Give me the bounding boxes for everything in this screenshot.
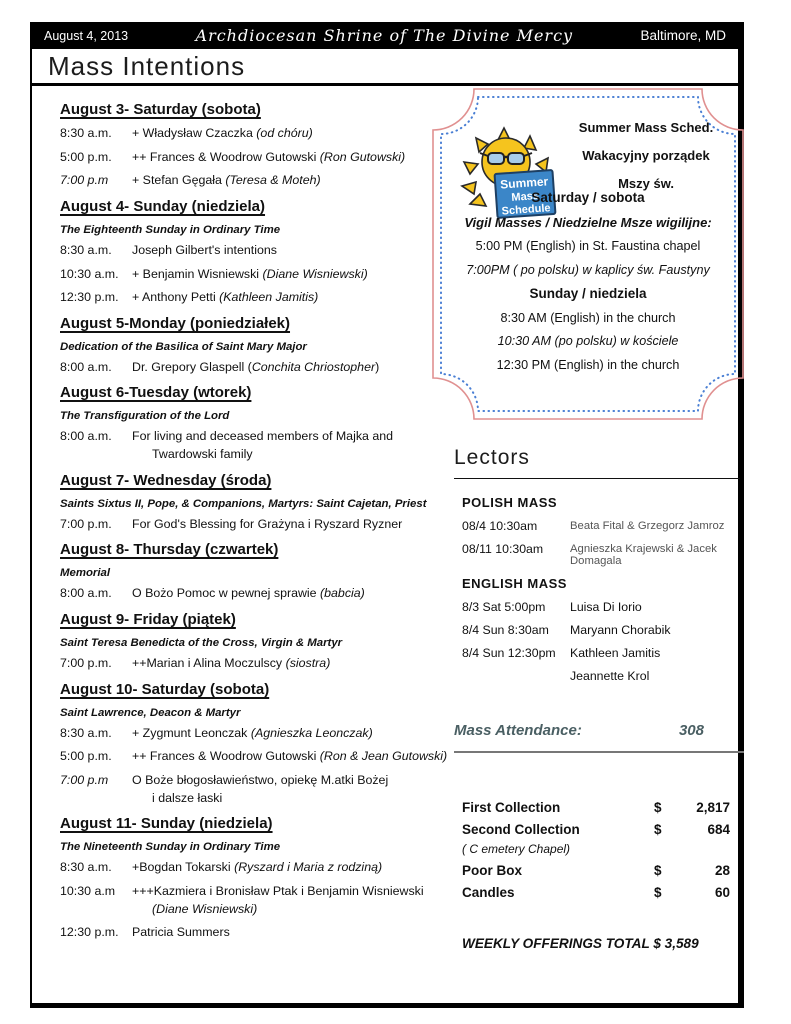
- mass-intention-entry: [60, 587, 448, 601]
- mass-intention-entry: [60, 861, 448, 875]
- entry-time: 7:00 p.m: [60, 772, 109, 787]
- lector-row: [462, 519, 740, 533]
- entry-continuation: (Diane Wisniewski): [152, 901, 258, 916]
- mass-intention-entry: [60, 885, 448, 899]
- day-heading: August 7- Wednesday (środa): [60, 471, 272, 489]
- lectors-section: [454, 446, 740, 692]
- banner-word-2: Mass: [511, 189, 540, 204]
- feast-label: Saints Sixtus II, Pope, & Companions, Martyrs: Saint Cajetan, Priest: [60, 497, 427, 510]
- entry-text: + Zygmunt Leonczak (Agnieszka Leonczak): [132, 725, 373, 740]
- offering-amount: 28: [714, 863, 730, 878]
- entry-time: 5:00 p.m.: [60, 149, 112, 164]
- mass-intention-entry: [60, 926, 448, 940]
- mass-intention-entry: [60, 430, 448, 444]
- lector-row: [462, 646, 740, 660]
- polish-mass-rows: [454, 519, 740, 567]
- attendance-value: 308: [678, 722, 704, 739]
- lector-names: Luisa Di Iorio: [570, 600, 642, 614]
- lector-names: Maryann Chorabik: [570, 623, 671, 637]
- mass-intention-entry: [60, 657, 448, 671]
- summer-title-line: Wakacyjny porządek: [582, 148, 710, 163]
- lector-date-time: 08/11 10:30am: [462, 542, 544, 556]
- offering-label: Poor Box: [462, 863, 523, 878]
- mass-intention-entry: [60, 774, 448, 788]
- lector-names: Agnieszka Krajewski & Jacek Domagala: [570, 543, 717, 567]
- lector-row: [462, 623, 740, 637]
- bulletin-frame: [30, 22, 744, 1008]
- mass-intention-entry: [60, 361, 448, 375]
- offering-amount: 2,817: [696, 800, 730, 815]
- entry-text-close: ): [375, 359, 380, 374]
- english-mass-heading: ENGLISH MASS: [462, 576, 567, 591]
- offering-row: [462, 885, 730, 900]
- entry-offered-by: (Ryszard i Maria z rodziną): [234, 860, 383, 875]
- mass-day-section: [60, 815, 448, 940]
- offering-row: [462, 863, 730, 878]
- offering-currency: $: [654, 822, 662, 837]
- header-bar: [32, 22, 738, 49]
- day-heading: August 5-Monday (poniedziałek): [60, 314, 291, 332]
- header-shrine-title: Archdiocesan Shrine of The Divine Mercy: [195, 26, 574, 45]
- lector-row: [462, 542, 740, 567]
- mass-intention-entry: [60, 174, 448, 188]
- header-date: August 4, 2013: [44, 28, 129, 43]
- summer-schedule-line: 10:30 AM (po polsku) w kościele: [497, 334, 679, 348]
- entry-text: Dr. Grepory Glaspell (Conchita Chriostopher): [132, 359, 380, 374]
- entry-text: + Benjamin Wisniewski (Diane Wisniewski): [132, 266, 368, 281]
- summer-schedule-line: Sunday / niedziela: [529, 286, 647, 301]
- entry-time: 5:00 p.m.: [60, 749, 112, 764]
- summer-schedule-line: Saturday / sobota: [531, 190, 645, 205]
- feast-label: Saint Lawrence, Deacon & Martyr: [60, 706, 241, 719]
- mass-day-section: [60, 384, 448, 461]
- mass-intention-entry: [60, 291, 448, 305]
- summer-schedule-lines: [446, 190, 730, 381]
- entry-text: Joseph Gilbert's intentions: [132, 242, 277, 257]
- day-heading: August 3- Saturday (sobota): [60, 101, 261, 118]
- feast-label: Dedication of the Basilica of Saint Mary Major: [60, 340, 307, 353]
- lector-date-time: 08/4 10:30am: [462, 519, 538, 533]
- mass-intention-entry: [60, 727, 448, 741]
- entry-text: ++ Frances & Woodrow Gutowski (Ron & Jean Gutowski): [132, 749, 448, 764]
- entry-offered-by: (Agnieszka Leonczak): [250, 725, 373, 740]
- offering-amount: 60: [714, 885, 730, 900]
- mass-day-section: [60, 541, 448, 601]
- entry-offered-by: (babcia): [320, 586, 365, 601]
- offering-label: Candles: [462, 885, 515, 900]
- entry-time: 8:30 a.m.: [60, 126, 112, 140]
- entry-time: 8:00 a.m.: [60, 429, 112, 444]
- entry-time: 7:00 p.m.: [60, 516, 112, 531]
- offering-row: [462, 800, 730, 815]
- entry-continuation: Twardowski family: [152, 447, 253, 462]
- title-row: [32, 49, 738, 86]
- mass-intention-entry: [60, 750, 448, 764]
- feast-label: Saint Teresa Benedicta of the Cross, Virgin & Martyr: [60, 637, 343, 650]
- mass-intention-entry: [60, 244, 448, 258]
- entry-time: 8:30 a.m.: [60, 242, 112, 257]
- attendance-label: Mass Attendance:: [454, 722, 582, 739]
- mass-intention-entry: [60, 151, 448, 165]
- offering-label: First Collection: [462, 800, 561, 815]
- entry-text: For living and deceased members of Majka and: [132, 429, 394, 444]
- entry-text: O Bożo Pomoc w pewnej sprawie (babcia): [132, 586, 365, 601]
- mass-intention-entry: [60, 268, 448, 282]
- mass-intention-entry: [60, 127, 448, 141]
- summer-title-line: Mszy św.: [618, 176, 674, 191]
- offering-currency: $: [654, 885, 662, 900]
- summer-schedule-line: 8:30 AM (English) in the church: [500, 310, 676, 325]
- entry-offered-by: (Ron Gutowski): [319, 149, 406, 164]
- entry-text: + Stefan Gęgała (Teresa & Moteh): [132, 173, 321, 188]
- entry-offered-by: (Kathleen Jamitis): [219, 290, 319, 305]
- feast-label: The Transfiguration of the Lord: [60, 410, 230, 423]
- entry-text: For God's Blessing for Grażyna i Ryszard Ryzner: [132, 516, 403, 531]
- lector-date-time: [462, 669, 570, 683]
- entry-text: +++Kazmiera i Bronisław Ptak i Benjamin Wisniewski: [132, 883, 424, 898]
- entry-offered-by: Conchita Chriostopher: [251, 359, 376, 374]
- lector-row: [462, 600, 740, 614]
- day-heading: August 11- Sunday (niedziela): [60, 815, 273, 833]
- offerings-table: [462, 800, 730, 907]
- mass-day-section: [60, 611, 448, 671]
- lector-names: Jeannette Krol: [570, 669, 650, 683]
- feast-label: The Nineteenth Sunday in Ordinary Time: [60, 841, 281, 854]
- offering-sublabel: ( C emetery Chapel): [462, 842, 571, 856]
- entry-time: 8:00 a.m.: [60, 359, 112, 374]
- header-location: Baltimore, MD: [640, 28, 726, 43]
- lector-row: [462, 669, 740, 683]
- offering-label: Second Collection: [462, 822, 580, 837]
- entry-time: 8:00 a.m.: [60, 586, 112, 601]
- entry-text: ++ Frances & Woodrow Gutowski (Ron Gutowski): [132, 149, 406, 164]
- entry-text: Patricia Summers: [132, 925, 230, 940]
- mass-intention-entry: [60, 518, 448, 532]
- lector-names: Beata Fital & Grzegorz Jamroz: [570, 520, 725, 532]
- entry-time: 8:30 a.m.: [60, 860, 112, 875]
- entry-time: 8:30 a.m.: [60, 725, 112, 740]
- mass-day-section: [60, 681, 448, 806]
- entry-offered-by: (od chóru): [256, 126, 313, 140]
- page-title: Mass Intentions: [48, 50, 246, 81]
- day-heading: August 9- Friday (piątek): [60, 611, 236, 629]
- feast-label: The Eighteenth Sunday in Ordinary Time: [60, 223, 281, 236]
- entry-time: 12:30 p.m.: [60, 290, 119, 305]
- mass-day-section: [60, 101, 448, 188]
- day-heading: August 10- Saturday (sobota): [60, 680, 270, 698]
- summer-schedule-line: 12:30 PM (English) in the church: [496, 357, 680, 372]
- summer-title-line: Summer Mass Sched.: [578, 120, 714, 135]
- entry-text: + Anthony Petti (Kathleen Jamitis): [132, 290, 319, 305]
- mass-attendance-row: [454, 722, 744, 753]
- entry-continuation: i dalsze łaski: [152, 790, 223, 805]
- entry-text: + Władysław Czaczka (od chóru): [132, 126, 313, 140]
- lector-date-time: 8/4 Sun 8:30am: [462, 623, 549, 637]
- entry-text: +Bogdan Tokarski (Ryszard i Maria z rodziną): [132, 860, 383, 875]
- feast-label: Memorial: [60, 567, 111, 580]
- offering-currency: $: [654, 863, 662, 878]
- entry-offered-by: (siostra): [285, 656, 331, 671]
- entry-time: 7:00 p.m.: [60, 656, 112, 671]
- entry-text: O Boże błogosławieństwo, opiekę M.atki Bożej: [132, 772, 389, 787]
- entry-time: 12:30 p.m.: [60, 925, 119, 940]
- summer-schedule-line: 5:00 PM (English) in St. Faustina chapel: [475, 239, 701, 253]
- lectors-heading: Lectors: [454, 446, 740, 479]
- mass-day-section: [60, 315, 448, 375]
- mass-intentions-column: [60, 92, 448, 950]
- banner-word-1: Summer: [499, 174, 549, 192]
- polish-mass-heading: POLISH MASS: [462, 495, 558, 510]
- content-area: [32, 86, 738, 1002]
- summer-schedule-line: Vigil Masses / Niedzielne Msze wigilijne:: [464, 214, 712, 230]
- entry-text: ++Marian i Alina Moczulscy (siostra): [132, 656, 331, 671]
- entry-time: 7:00 p.m: [60, 173, 109, 188]
- summer-mass-schedule-box: [432, 88, 744, 420]
- offering-amount: 684: [707, 822, 730, 837]
- mass-day-section: [60, 472, 448, 532]
- entry-offered-by: (Diane Wisniewski): [262, 266, 368, 281]
- weekly-offerings-total: WEEKLY OFFERINGS TOTAL $ 3,589: [462, 936, 699, 951]
- english-mass-rows: [454, 600, 740, 683]
- day-heading: August 6-Tuesday (wtorek): [60, 384, 252, 402]
- day-heading: August 4- Sunday (niedziela): [60, 197, 266, 215]
- right-column: [432, 88, 744, 1000]
- entry-offered-by: (Ron & Jean Gutowski): [319, 749, 448, 764]
- banner-word-3: Schedule: [501, 202, 551, 218]
- offering-currency: $: [654, 800, 662, 815]
- entry-time: 10:30 a.m: [60, 883, 116, 898]
- offering-row: [462, 822, 730, 837]
- lector-names: Kathleen Jamitis: [570, 646, 661, 660]
- lector-date-time: 8/3 Sat 5:00pm: [462, 600, 546, 614]
- day-heading: August 8- Thursday (czwartek): [60, 541, 279, 559]
- lector-date-time: 8/4 Sun 12:30pm: [462, 646, 556, 660]
- summer-schedule-line: 7:00PM ( po polsku) w kaplicy św. Faustyny: [466, 262, 710, 277]
- entry-time: 10:30 a.m.: [60, 266, 119, 281]
- mass-day-section: [60, 198, 448, 305]
- entry-offered-by: (Teresa & Moteh): [225, 173, 321, 188]
